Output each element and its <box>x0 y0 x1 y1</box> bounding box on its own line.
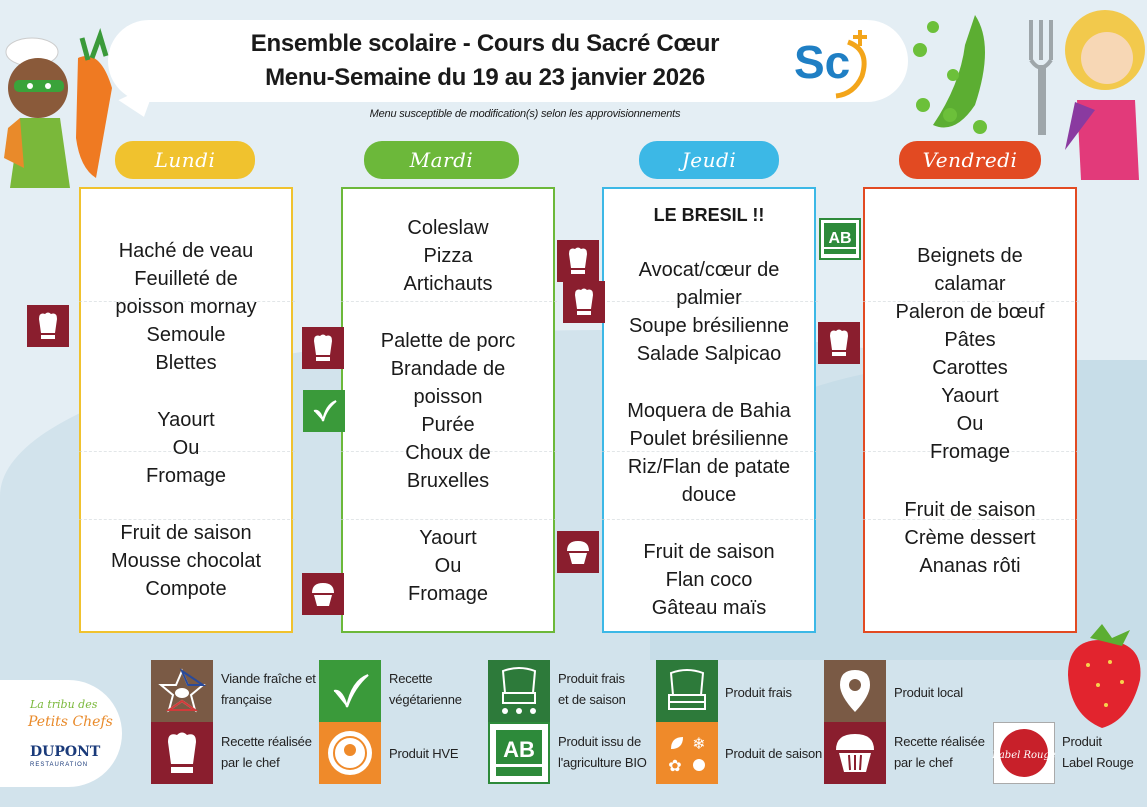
day-header-mardi: Mardi <box>364 141 519 179</box>
menu-item: Haché de veau <box>118 240 254 262</box>
menu-column-jeudi <box>602 187 816 633</box>
menu-item: Mousse chocolat <box>110 550 262 572</box>
menu-item: Paleron de bœuf <box>895 301 1045 323</box>
menu-item: Fruit de saison <box>643 541 775 563</box>
svg-text:✿: ✿ <box>668 756 682 775</box>
chef-hat-icon <box>302 327 344 369</box>
menu-item: poisson <box>413 386 483 408</box>
menu-item: Choux de <box>405 442 491 464</box>
cupcake-icon <box>302 573 344 615</box>
school-logo <box>792 26 876 100</box>
legend-label: Produit HVE <box>389 746 459 761</box>
menu-item: Pâtes <box>944 329 996 351</box>
dupont-logo-text: DUPONT <box>30 744 101 760</box>
chef-hat-icon <box>818 322 860 364</box>
strawberry-illustration <box>1060 620 1147 730</box>
crate-icon <box>656 660 718 722</box>
ab-bio-icon <box>488 722 550 784</box>
disclaimer-note: Menu susceptible de modification(s) selon les approvisionnements <box>369 108 681 120</box>
label-rouge-icon <box>993 722 1055 784</box>
menu-item: Yaourt <box>419 527 477 549</box>
menu-item: Avocat/cœur de <box>638 259 780 281</box>
menu-item: Fruit de saison <box>904 499 1036 521</box>
menu-column-mardi <box>341 187 555 633</box>
menu-item: Fruit de saison <box>120 522 252 544</box>
legend-label: Viande fraîche et française <box>221 671 316 707</box>
menu-item: Yaourt <box>941 385 999 407</box>
menu-item: Salade Salpicao <box>636 343 782 365</box>
menu-item: Ou <box>172 437 200 459</box>
menu-item: Ananas rôti <box>919 555 1021 577</box>
day-header-lundi: Lundi <box>115 141 255 179</box>
svg-text:❄: ❄ <box>692 734 706 753</box>
leaf-icon <box>303 390 345 432</box>
menu-item: Compote <box>145 578 227 600</box>
chef-hat-icon <box>557 240 599 282</box>
menu-item: Ou <box>434 555 462 577</box>
map-pin-icon <box>824 660 886 722</box>
ab-bio-icon <box>819 218 861 260</box>
legend-label: Produit Label Rouge <box>1062 734 1134 770</box>
day-header-vendredi: Vendredi <box>899 141 1041 179</box>
menu-item: Fromage <box>407 583 489 605</box>
tribu-logo-line1: La tribu des <box>30 698 98 711</box>
seasons-icon <box>656 722 718 784</box>
pea-pod-illustration <box>905 5 1015 145</box>
legend-label: Produit local <box>894 685 963 700</box>
dupont-logo-subtext: RESTAURATION <box>30 762 89 768</box>
cupcake-icon <box>824 722 886 784</box>
page-title: Ensemble scolaire - Cours du Sacré Cœur <box>250 30 720 57</box>
menu-item: Brandade de <box>390 358 506 380</box>
menu-item: Moquera de Bahia <box>627 400 791 422</box>
menu-item: Purée <box>421 414 475 436</box>
menu-item: Yaourt <box>157 409 215 431</box>
meat-star-icon <box>151 660 213 722</box>
menu-item: douce <box>681 484 737 506</box>
tribu-petits-chefs-logo <box>0 680 122 787</box>
menu-item: Coleslaw <box>407 217 489 239</box>
menu-item: Gâteau maïs <box>651 597 767 619</box>
menu-item: poisson mornay <box>115 296 257 318</box>
menu-item: Crème dessert <box>904 527 1036 549</box>
menu-item: Beignets de <box>917 245 1023 267</box>
menu-column-vendredi <box>863 187 1077 633</box>
menu-item: Riz/Flan de patate <box>627 456 791 478</box>
menu-item: Flan coco <box>665 569 753 591</box>
menu-item: Carottes <box>932 357 1008 379</box>
theme-title: LE BRESIL !! <box>653 205 765 225</box>
menu-item: Blettes <box>155 352 217 374</box>
menu-item: Soupe brésilienne <box>628 315 790 337</box>
legend-label: Produit frais et de saison <box>558 671 626 707</box>
legend-label: Produit issu de l'agriculture BIO <box>558 734 647 770</box>
page-subtitle-week: Menu-Semaine du 19 au 23 janvier 2026 <box>265 64 705 91</box>
chef-hat-icon <box>563 281 605 323</box>
hve-icon <box>319 722 381 784</box>
tribu-logo-line2: Petits Chefs <box>28 714 113 730</box>
day-header-jeudi: Jeudi <box>639 141 779 179</box>
menu-item: calamar <box>934 273 1006 295</box>
carrot-kid-illustration <box>0 18 125 193</box>
menu-item: Feuilleté de <box>134 268 238 290</box>
legend-label: Recette végétarienne <box>389 671 462 707</box>
ab-badge-text: AB <box>828 230 852 247</box>
legend-label: Recette réalisée par le chef <box>221 734 312 770</box>
menu-item: Poulet brésilienne <box>629 428 789 450</box>
menu-item: Ou <box>956 413 984 435</box>
menu-item: palmier <box>676 287 742 309</box>
menu-item: Fromage <box>145 465 227 487</box>
menu-column-lundi <box>79 187 293 633</box>
menu-item: Semoule <box>146 324 226 346</box>
cupcake-icon <box>557 531 599 573</box>
menu-item: Pizza <box>423 245 473 267</box>
menu-item: Palette de porc <box>380 330 516 352</box>
chef-hat-icon <box>27 305 69 347</box>
chef-hat-icon <box>151 722 213 784</box>
legend-label: Recette réalisée par le chef <box>894 734 985 770</box>
menu-item: Fromage <box>929 441 1011 463</box>
menu-item: Bruxelles <box>406 470 490 492</box>
ab-legend-text: AB <box>503 737 535 762</box>
label-rouge-text: Label Rouge <box>992 750 1056 761</box>
legend-label: Produit de saison <box>725 746 823 761</box>
school-logo-text: Sc <box>794 36 851 88</box>
leaf-icon <box>319 660 381 722</box>
menu-item: Artichauts <box>403 273 493 295</box>
crate-sun-snow-icon <box>488 660 550 722</box>
legend-label: Produit frais <box>725 685 792 700</box>
